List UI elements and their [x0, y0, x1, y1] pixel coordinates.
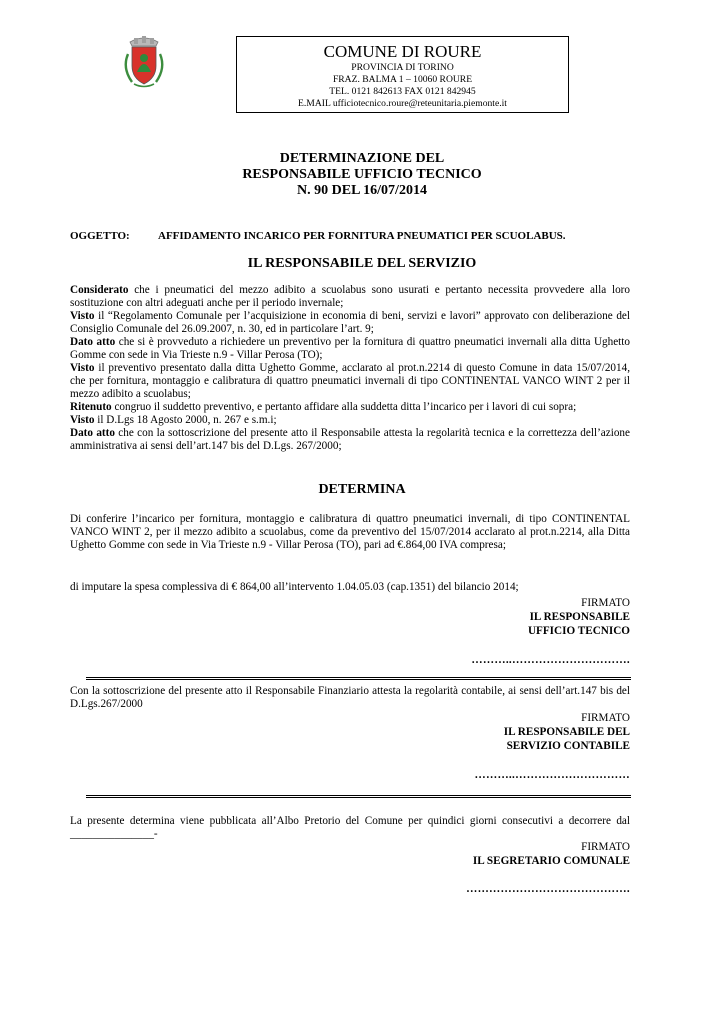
subject-text: AFFIDAMENTO INCARICO PER FORNITURA PNEUMATICI PER SCUOLABUS. — [158, 230, 566, 242]
premise-keyword: Considerato — [70, 284, 129, 296]
premises-block — [70, 284, 630, 453]
signature-block-accounting — [430, 711, 630, 753]
signed-label: FIRMATO — [581, 597, 630, 609]
subject-label: OGGETTO: — [70, 230, 130, 242]
premise-paragraph — [70, 401, 630, 414]
section-title-determina: DETERMINA — [318, 482, 406, 497]
signature-block-technical — [430, 596, 630, 638]
determination-title-line1: DETERMINAZIONE DEL — [279, 151, 445, 166]
signer-role-line2: UFFICIO TECNICO — [527, 625, 630, 637]
determination-number: N. 90 DEL 16/07/2014 — [297, 183, 427, 198]
premise-text: il “Regolamento Comunale per l’acquisizione in economia di beni, servizi e lavori” approvato con deliberazione del Consiglio Comunale del 26.09.2007, n. 30, ed in particolare l’art. 9; — [70, 310, 630, 335]
premise-paragraph — [70, 414, 630, 427]
email-line: E.MAIL ufficiotecnico.roure@reteunitaria.piemonte.it — [298, 98, 507, 109]
finance-attestation: Con la sottoscrizione del presente atto il Responsabile Finanziario attesta la regolarità contabile, ai sensi dell’art.147 bis del D.Lgs.267/2000 — [70, 685, 630, 710]
signature-line: ………..…………………………. — [471, 654, 630, 666]
premise-keyword: Visto — [70, 414, 95, 426]
municipality-header-box — [236, 36, 569, 113]
signature-line: ……………………………………. — [466, 883, 630, 895]
premise-text: che con la sottoscrizione del presente atto il Responsabile attesta la regolarità tecnica e la correttezza dell’azione amministrativa ai sensi dell’art.147 bis del D.Lgs. 267/2000; — [70, 427, 630, 452]
premise-paragraph — [70, 427, 630, 453]
premise-keyword: Dato atto — [70, 336, 116, 348]
premise-text: il preventivo presentato dalla ditta Ughetto Gomme, acclarato al prot.n.2214 di questo Comune in data 15/07/2014, che per fornitura, montaggio e calibratura di quattro pneumatici invernali di tipo CONTINENTAL VANCO WINT 2 per il mezzo adibito a scuolabus; — [70, 362, 630, 400]
phone-fax-line: TEL. 0121 842613 FAX 0121 842945 — [329, 86, 476, 97]
premise-paragraph — [70, 336, 630, 362]
province-line: PROVINCIA DI TORINO — [351, 62, 454, 73]
determination-title-line2: RESPONSABILE UFFICIO TECNICO — [242, 167, 482, 182]
premise-keyword: Visto — [70, 310, 95, 322]
premise-paragraph — [70, 310, 630, 336]
divider — [86, 795, 631, 798]
signature-line: ………..………………………… — [474, 769, 630, 781]
signed-label: FIRMATO — [581, 712, 630, 724]
signer-role-line1: IL RESPONSABILE DEL — [503, 726, 630, 738]
signer-role-line1: IL RESPONSABILE — [529, 611, 630, 623]
determina-paragraph: Di conferire l’incarico per fornitura, montaggio e calibratura di quattro pneumatici invernali, di tipo CONTINENTAL VANCO WINT 2, per il mezzo adibito a scuolabus, come da preventivo del 15/07/2014 acclarato al prot.n.2214, alla Ditta Ughetto Gomme con sede in Via Trieste n.9 - Villar Perosa (TO), pari ad €.864,00 IVA compresa; — [70, 513, 630, 551]
premise-keyword: Visto — [70, 362, 95, 374]
premise-paragraph — [70, 284, 630, 310]
signature-block-secretary — [430, 840, 630, 868]
premise-paragraph — [70, 362, 630, 401]
signer-role-line2: SERVIZIO CONTABILE — [506, 740, 630, 752]
subject-line — [70, 230, 566, 242]
signer-role-line1: IL SEGRETARIO COMUNALE — [472, 855, 630, 867]
address-line: FRAZ. BALMA 1 – 10060 ROURE — [332, 74, 473, 85]
premise-text: il D.Lgs 18 Agosto 2000, n. 267 e s.m.i; — [94, 414, 277, 426]
publication-notice: La presente determina viene pubblicata all’Albo Pretorio del Comune per quindici giorni consecutivi a decorrere dal _______________- — [70, 815, 630, 840]
expense-paragraph: di imputare la spesa complessiva di € 864,00 all’intervento 1.04.05.03 (cap.1351) del bilancio 2014; — [70, 581, 519, 593]
premise-text: che i pneumatici del mezzo adibito a scuolabus sono usurati e pertanto necessita provvedere alla loro sostituzione con altri adeguati anche per il periodo invernale; — [70, 284, 630, 309]
premise-keyword: Dato atto — [70, 427, 115, 439]
premise-keyword: Ritenuto — [70, 401, 112, 413]
divider — [86, 677, 631, 680]
premise-text: congruo il suddetto preventivo, e pertanto affidare alla suddetta ditta l’incarico per i lavori di cui sopra; — [111, 401, 577, 413]
municipality-name: COMUNE DI ROURE — [323, 42, 482, 61]
signed-label: FIRMATO — [581, 841, 630, 853]
coat-of-arms-logo — [120, 34, 168, 90]
premise-text: che si è provveduto a richiedere un preventivo per la fornitura di quattro pneumatici invernali alla ditta Ughetto Gomme con sede in Via Trieste n.9 - Villar Perosa (TO); — [70, 336, 630, 361]
section-title-responsabile: IL RESPONSABILE DEL SERVIZIO — [247, 256, 477, 271]
